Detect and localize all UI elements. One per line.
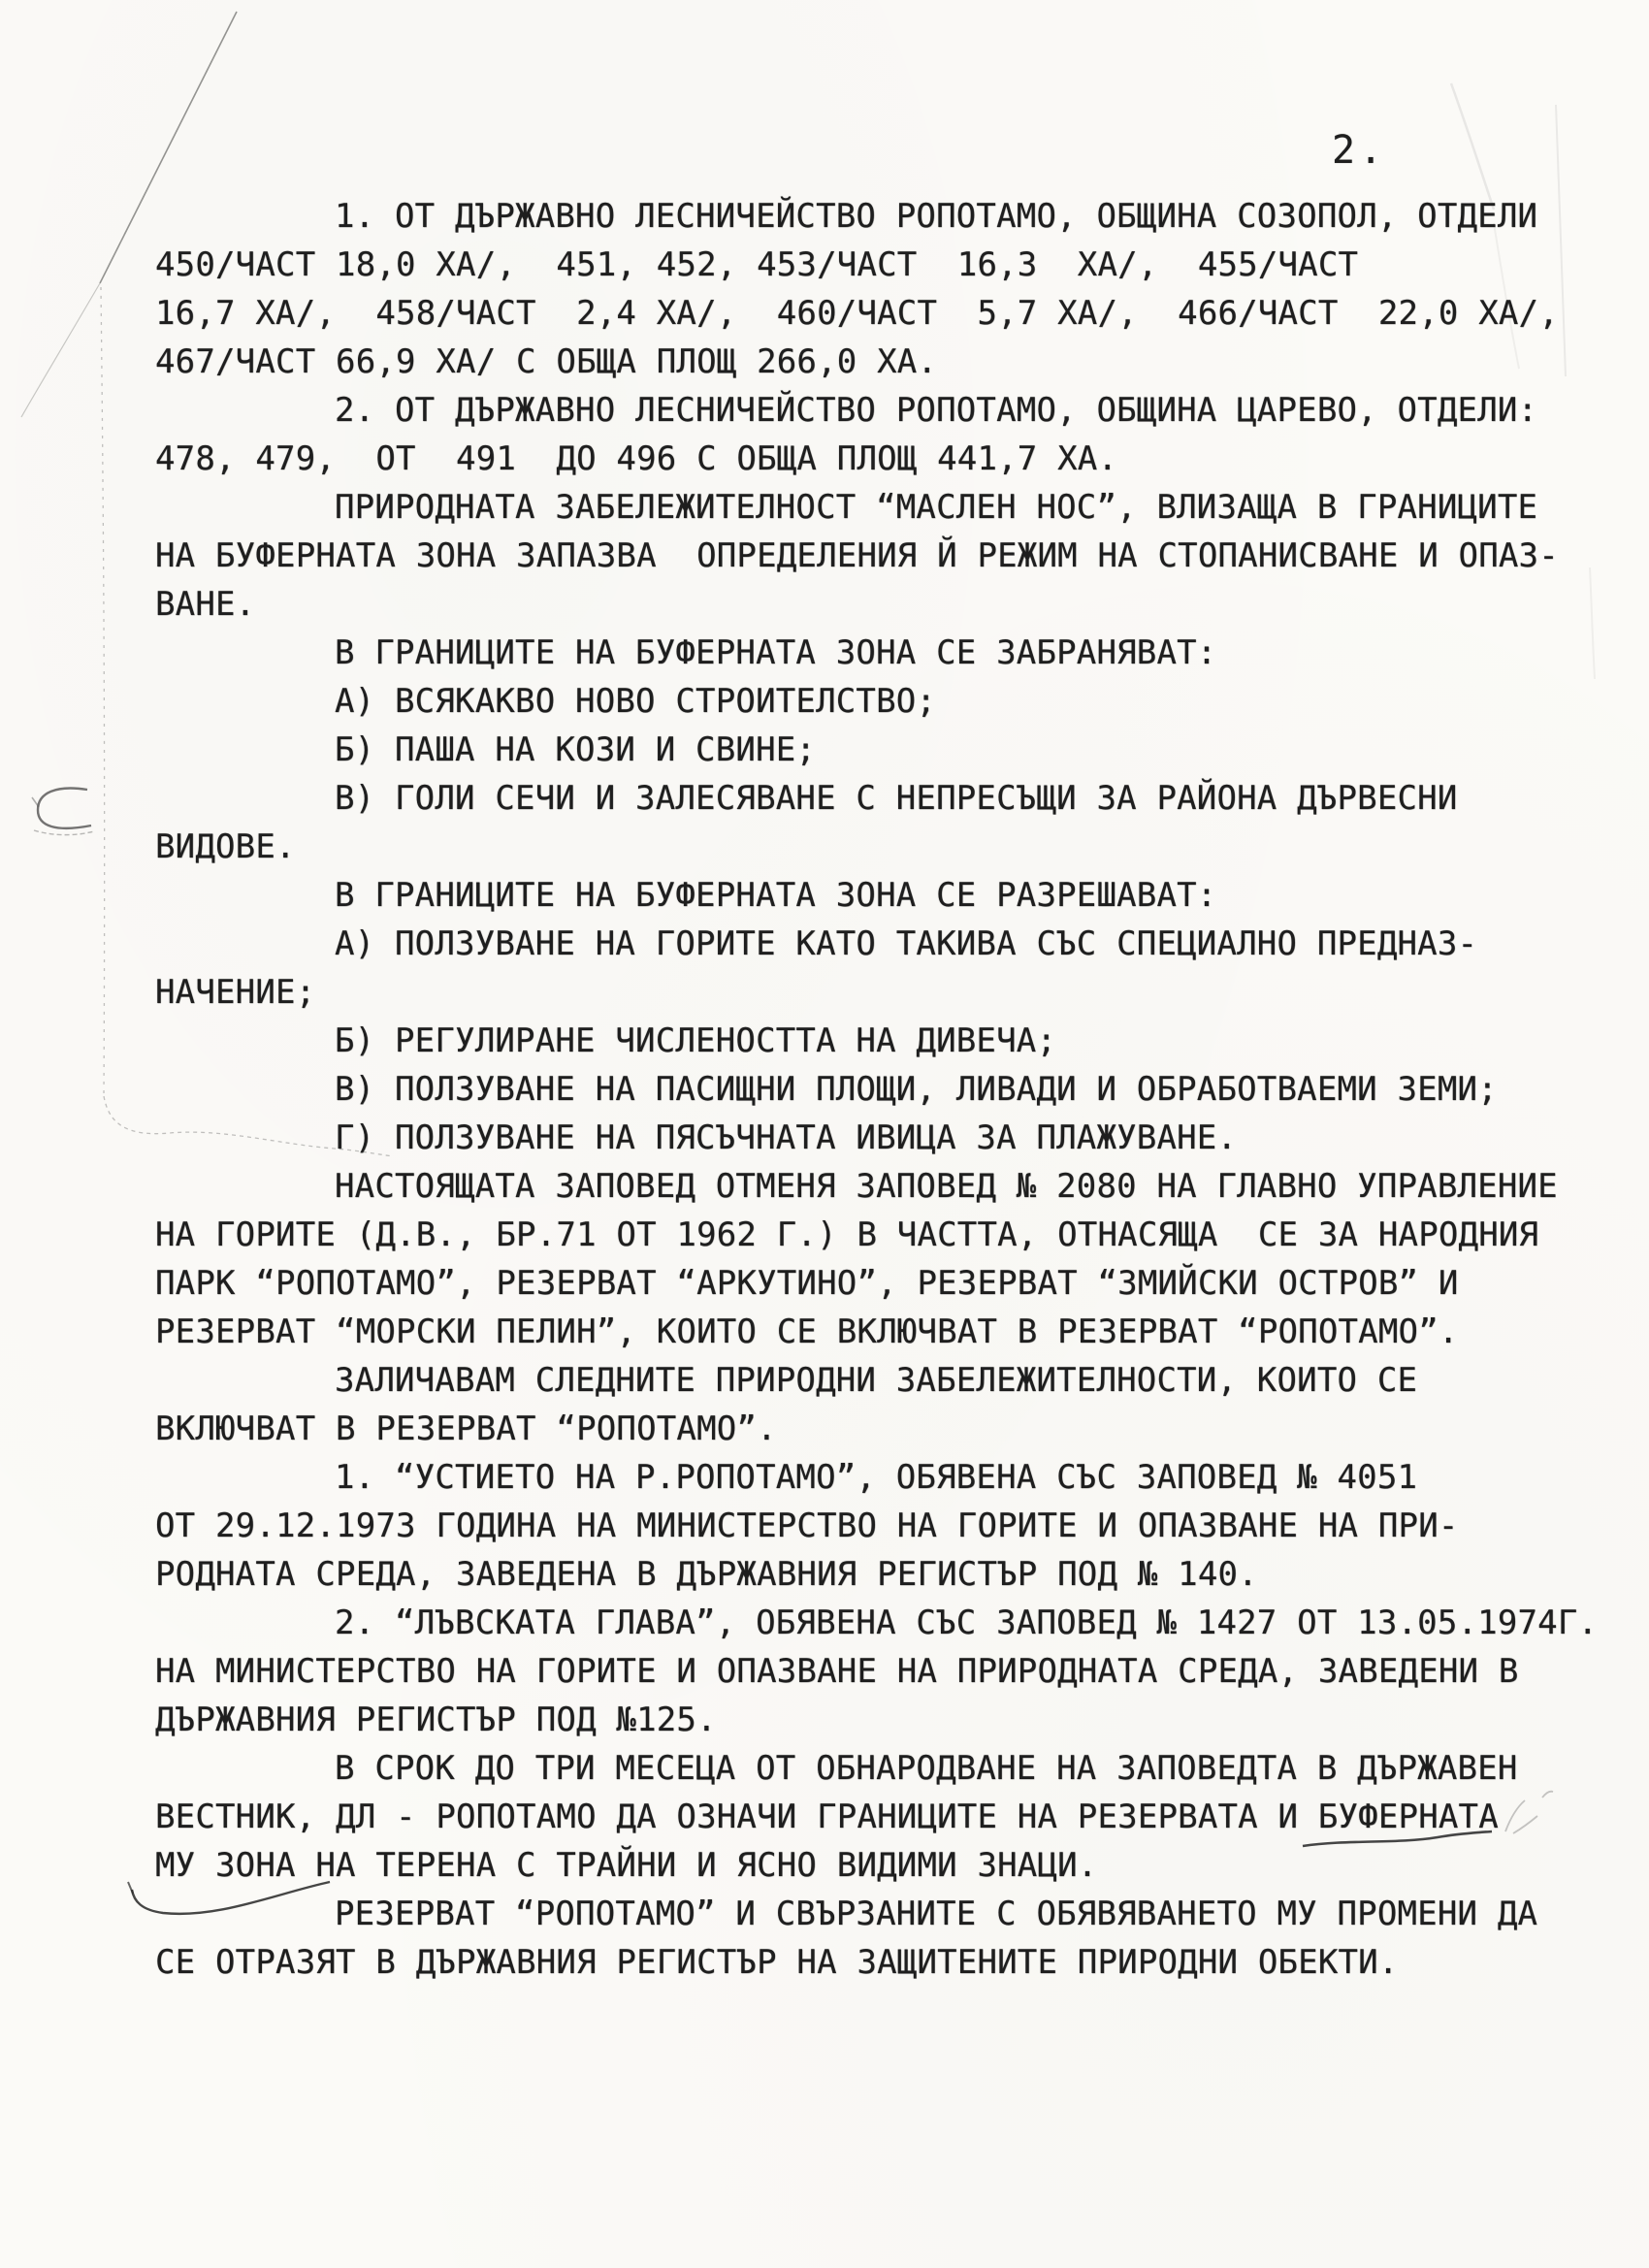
pen-bracket-mark (38, 789, 91, 828)
text-line: 16,7 ХА/, 458/ЧАСТ 2,4 ХА/, 460/ЧАСТ 5,7 ХА/, 466/ЧАСТ 22,0 ХА/, (155, 294, 1559, 333)
page-number: 2. (1332, 128, 1387, 173)
text-line: 2. “ЛЪВСКАТА ГЛАВА”, ОБЯВЕНА СЪС ЗАПОВЕД № 1427 ОТ 13.05.1974Г. (335, 1604, 1599, 1642)
text-line: 478, 479, ОТ 491 ДО 496 С ОБЩА ПЛОЩ 441,7 ХА. (155, 439, 1118, 478)
text-line: СЕ ОТРАЗЯТ В ДЪРЖАВНИЯ РЕГИСТЪР НА ЗАЩИТЕНИТЕ ПРИРОДНИ ОБЕКТИ. (155, 1943, 1399, 1982)
fold-crease-vertical (101, 287, 105, 1096)
text-line: НАЧЕНИЕ; (155, 973, 316, 1012)
text-line: ВЕСТНИК, ДЛ - РОПОТАМО ДА ОЗНАЧИ ГРАНИЦИТЕ НА РЕЗЕРВАТА И БУФЕРНАТА (155, 1798, 1499, 1836)
text-line: Б) РЕГУЛИРАНЕ ЧИСЛЕНОСТТА НА ДИВЕЧА; (335, 1021, 1057, 1060)
text-line: ЗАЛИЧАВАМ СЛЕДНИТЕ ПРИРОДНИ ЗАБЕЛЕЖИТЕЛНОСТИ, КОИТО СЕ (335, 1361, 1418, 1400)
text-line: ВИДОВЕ. (155, 827, 296, 866)
text-line: 450/ЧАСТ 18,0 ХА/, 451, 452, 453/ЧАСТ 16,3 ХА/, 455/ЧАСТ (155, 245, 1359, 284)
scanner-streak-2 (1451, 83, 1494, 210)
text-line: А) ВСЯКАКВО НОВО СТРОИТЕЛСТВО; (335, 682, 937, 721)
text-line: РЕЗЕРВАТ “МОРСКИ ПЕЛИН”, КОИТО СЕ ВКЛЮЧВАТ В РЕЗЕРВАТ “РОПОТАМО”. (155, 1312, 1459, 1351)
scan-speck (14, 978, 17, 982)
text-line: ДЪРЖАВНИЯ РЕГИСТЪР ПОД №125. (155, 1701, 717, 1739)
text-line: В) ГОЛИ СЕЧИ И ЗАЛЕСЯВАНЕ С НЕПРЕСЪЩИ ЗА РАЙОНА ДЪРВЕСНИ (335, 779, 1458, 818)
text-line: ВАНЕ. (155, 585, 256, 624)
text-line: РЕЗЕРВАТ “РОПОТАМО” И СВЪРЗАНИТЕ С ОБЯВЯВАНЕТО МУ ПРОМЕНИ ДА (335, 1895, 1538, 1933)
text-line: МУ ЗОНА НА ТЕРЕНА С ТРАЙНИ И ЯСНО ВИДИМИ ЗНАЦИ. (155, 1846, 1098, 1885)
text-line: 1. “УСТИЕТО НА Р.РОПОТАМО”, ОБЯВЕНА СЪС ЗАПОВЕД № 4051 (335, 1458, 1418, 1497)
scan-speck (856, 2196, 859, 2200)
pen-bracket-tail (34, 830, 94, 835)
text-line: НА МИНИСТЕРСТВО НА ГОРИТЕ И ОПАЗВАНЕ НА ПРИРОДНАТА СРЕДА, ЗАВЕДЕНИ В (155, 1652, 1519, 1691)
text-line: В ГРАНИЦИТЕ НА БУФЕРНАТА ЗОНА СЕ РАЗРЕШАВАТ: (335, 876, 1217, 915)
text-line: А) ПОЛЗУВАНЕ НА ГОРИТЕ КАТО ТАКИВА СЪС СПЕЦИАЛНО ПРЕДНАЗ- (335, 924, 1478, 963)
document-text (155, 192, 1599, 1987)
text-line: РОДНАТА СРЕДА, ЗАВЕДЕНА В ДЪРЖАВНИЯ РЕГИСТЪР ПОД № 140. (155, 1555, 1258, 1594)
text-line: В СРОК ДО ТРИ МЕСЕЦА ОТ ОБНАРОДВАНЕ НА ЗАПОВЕДТА В ДЪРЖАВЕН (335, 1749, 1518, 1788)
scan-speck (1177, 2142, 1180, 2146)
pen-underline-mu-zona-hook (128, 1882, 133, 1894)
text-line: В ГРАНИЦИТЕ НА БУФЕРНАТА ЗОНА СЕ ЗАБРАНЯВАТ: (335, 633, 1217, 672)
text-line: 2. ОТ ДЪРЖАВНО ЛЕСНИЧЕЙСТВО РОПОТАМО, ОБЩИНА ЦАРЕВО, ОТДЕЛИ: (335, 391, 1538, 430)
pen-bracket-tick (32, 797, 39, 807)
text-line: В) ПОЛЗУВАНЕ НА ПАСИЩНИ ПЛОЩИ, ЛИВАДИ И ОБРАБОТВАЕМИ ЗЕМИ; (335, 1070, 1498, 1109)
fold-crease-diagonal-lower (21, 283, 100, 417)
text-line: 467/ЧАСТ 66,9 ХА/ С ОБЩА ПЛОЩ 266,0 ХА. (155, 342, 938, 381)
text-line: Б) ПАША НА КОЗИ И СВИНЕ; (335, 730, 817, 769)
scan-speck (376, 2247, 380, 2251)
text-line: ПРИРОДНАТА ЗАБЕЛЕЖИТЕЛНОСТ “МАСЛЕН НОС”, ВЛИЗАЩА В ГРАНИЦИТЕ (335, 488, 1538, 527)
text-line: Г) ПОЛЗУВАНЕ НА ПЯСЪЧНАТА ИВИЦА ЗА ПЛАЖУВАНЕ. (335, 1118, 1238, 1157)
text-line: ВКЛЮЧВАТ В РЕЗЕРВАТ “РОПОТАМО”. (155, 1409, 777, 1448)
text-line: ПАРК “РОПОТАМО”, РЕЗЕРВАТ “АРКУТИНО”, РЕЗЕРВАТ “ЗМИЙСКИ ОСТРОВ” И (155, 1264, 1459, 1303)
text-line: НА БУФЕРНАТА ЗОНА ЗАПАЗВА ОПРЕДЕЛЕНИЯ Й РЕЖИМ НА СТОПАНИСВАНЕ И ОПАЗ- (155, 536, 1559, 575)
text-line: 1. ОТ ДЪРЖАВНО ЛЕСНИЧЕЙСТВО РОПОТАМО, ОБЩИНА СОЗОПОЛ, ОТДЕЛИ (335, 197, 1538, 236)
text-line: НА ГОРИТЕ (Д.В., БР.71 ОТ 1962 Г.) В ЧАСТТА, ОТНАСЯЩА СЕ ЗА НАРОДНИЯ (155, 1215, 1539, 1254)
text-line: НАСТОЯЩАТА ЗАПОВЕД ОТМЕНЯ ЗАПОВЕД № 2080 НА ГЛАВНО УПРАВЛЕНИЕ (335, 1167, 1558, 1206)
scan-speck (56, 219, 60, 223)
text-line: ОТ 29.12.1973 ГОДИНА НА МИНИСТЕРСТВО НА ГОРИТЕ И ОПАЗВАНЕ НА ПРИ- (155, 1507, 1459, 1545)
